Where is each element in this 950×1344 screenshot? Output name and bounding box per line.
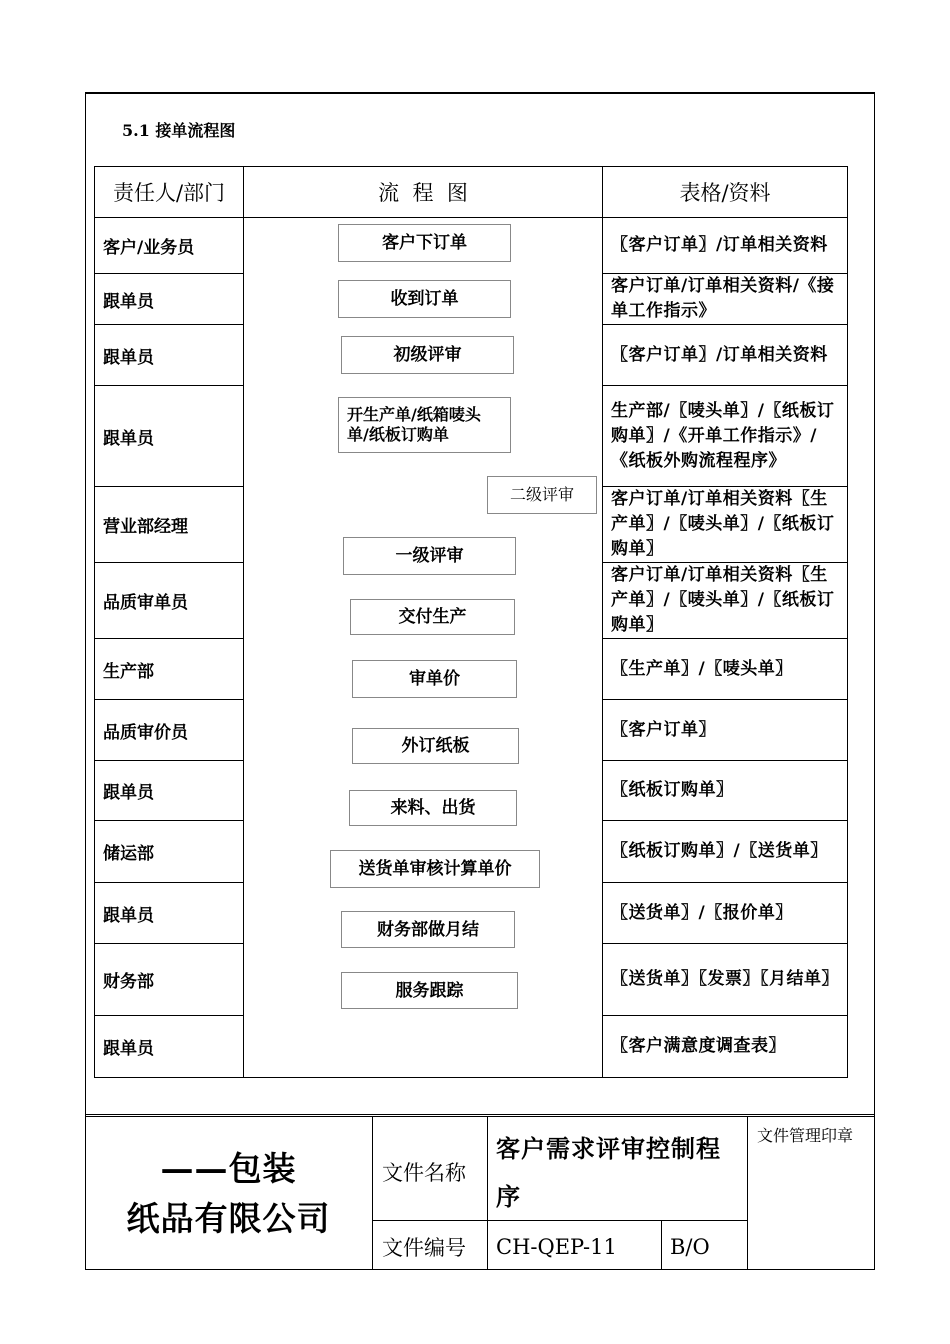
row-responsible: 跟单员	[95, 325, 244, 386]
row-forms: 〖纸板订购单〗/〖送货单〗	[603, 821, 848, 883]
header-forms: 表格/资料	[603, 167, 848, 218]
flow-step: 交付生产	[350, 599, 515, 635]
doc-name: 客户需求评审控制程序	[496, 1134, 721, 1211]
header-flowchart: 流 程 图	[244, 167, 603, 218]
divider	[661, 1220, 662, 1270]
row-forms: 〖客户满意度调查表〗	[603, 1016, 848, 1078]
row-responsible: 跟单员	[95, 883, 244, 944]
flow-step: 来料、出货	[349, 790, 517, 826]
flow-step: 外订纸板	[352, 728, 519, 764]
flow-step: 一级评审	[343, 537, 516, 575]
section-title: 5.1 接单流程图	[122, 121, 236, 140]
company-line-2: 纸品有限公司	[126, 1198, 331, 1238]
row-responsible: 生产部	[95, 639, 244, 700]
divider	[747, 1117, 748, 1270]
row-responsible: 品质审价员	[95, 700, 244, 761]
doc-name-label: 文件名称	[382, 1161, 466, 1185]
row-responsible: 财务部	[95, 944, 244, 1016]
flow-step: 送货单审核计算单价	[330, 850, 540, 888]
row-forms: 〖客户订单〗	[603, 700, 848, 761]
flow-step: 服务跟踪	[341, 972, 518, 1009]
flow-step: 财务部做月结	[341, 911, 515, 948]
stamp-label: 文件管理印章	[757, 1126, 854, 1145]
row-forms: 〖生产单〗/〖唛头单〗	[603, 639, 848, 700]
table-header-row	[95, 167, 848, 218]
doc-no: CH-QEP-11	[496, 1235, 617, 1259]
row-forms: 〖送货单〗〖发票〗〖月结单〗	[603, 944, 848, 1016]
row-forms: 〖客户订单〗/订单相关资料	[603, 325, 848, 386]
row-forms: 客户订单/订单相关资料〖生产单〗/〖唛头单〗/〖纸板订购单〗	[603, 563, 848, 639]
flowchart-cell	[244, 218, 603, 1078]
row-responsible: 跟单员	[95, 386, 244, 487]
flow-step: 审单价	[352, 660, 517, 698]
company-line-1: ——包装	[160, 1148, 297, 1188]
row-responsible: 储运部	[95, 821, 244, 883]
row-forms: 〖纸板订购单〗	[603, 761, 848, 821]
company-name	[85, 1117, 372, 1270]
row-forms: 〖客户订单〗/订单相关资料	[603, 218, 848, 274]
row-responsible: 跟单员	[95, 1016, 244, 1078]
row-responsible: 营业部经理	[95, 487, 244, 563]
table-row	[95, 218, 848, 274]
flow-step: 二级评审	[487, 476, 597, 514]
header-responsible: 责任人/部门	[95, 167, 244, 218]
row-responsible: 跟单员	[95, 761, 244, 821]
flow-step: 客户下订单	[338, 224, 511, 262]
doc-no-label: 文件编号	[382, 1236, 466, 1260]
row-responsible: 跟单员	[95, 274, 244, 325]
flow-step: 初级评审	[341, 336, 514, 374]
row-responsible: 客户/业务员	[95, 218, 244, 274]
divider	[487, 1117, 488, 1270]
document-footer	[85, 1114, 875, 1270]
row-responsible: 品质审单员	[95, 563, 244, 639]
doc-version: B/O	[670, 1235, 710, 1259]
flow-step: 收到订单	[338, 280, 511, 318]
flow-step: 开生产单/纸箱唛头单/纸板订购单	[338, 397, 511, 453]
divider	[372, 1117, 373, 1270]
row-forms: 〖送货单〗/〖报价单〗	[603, 883, 848, 944]
row-forms: 生产部/〖唛头单〗/〖纸板订购单〗/《开单工作指示》/《纸板外购流程程序》	[603, 386, 848, 487]
row-forms: 客户订单/订单相关资料〖生产单〗/〖唛头单〗/〖纸板订购单〗	[603, 487, 848, 563]
flow-table	[94, 166, 848, 1078]
row-forms: 客户订单/订单相关资料/《接单工作指示》	[603, 274, 848, 325]
